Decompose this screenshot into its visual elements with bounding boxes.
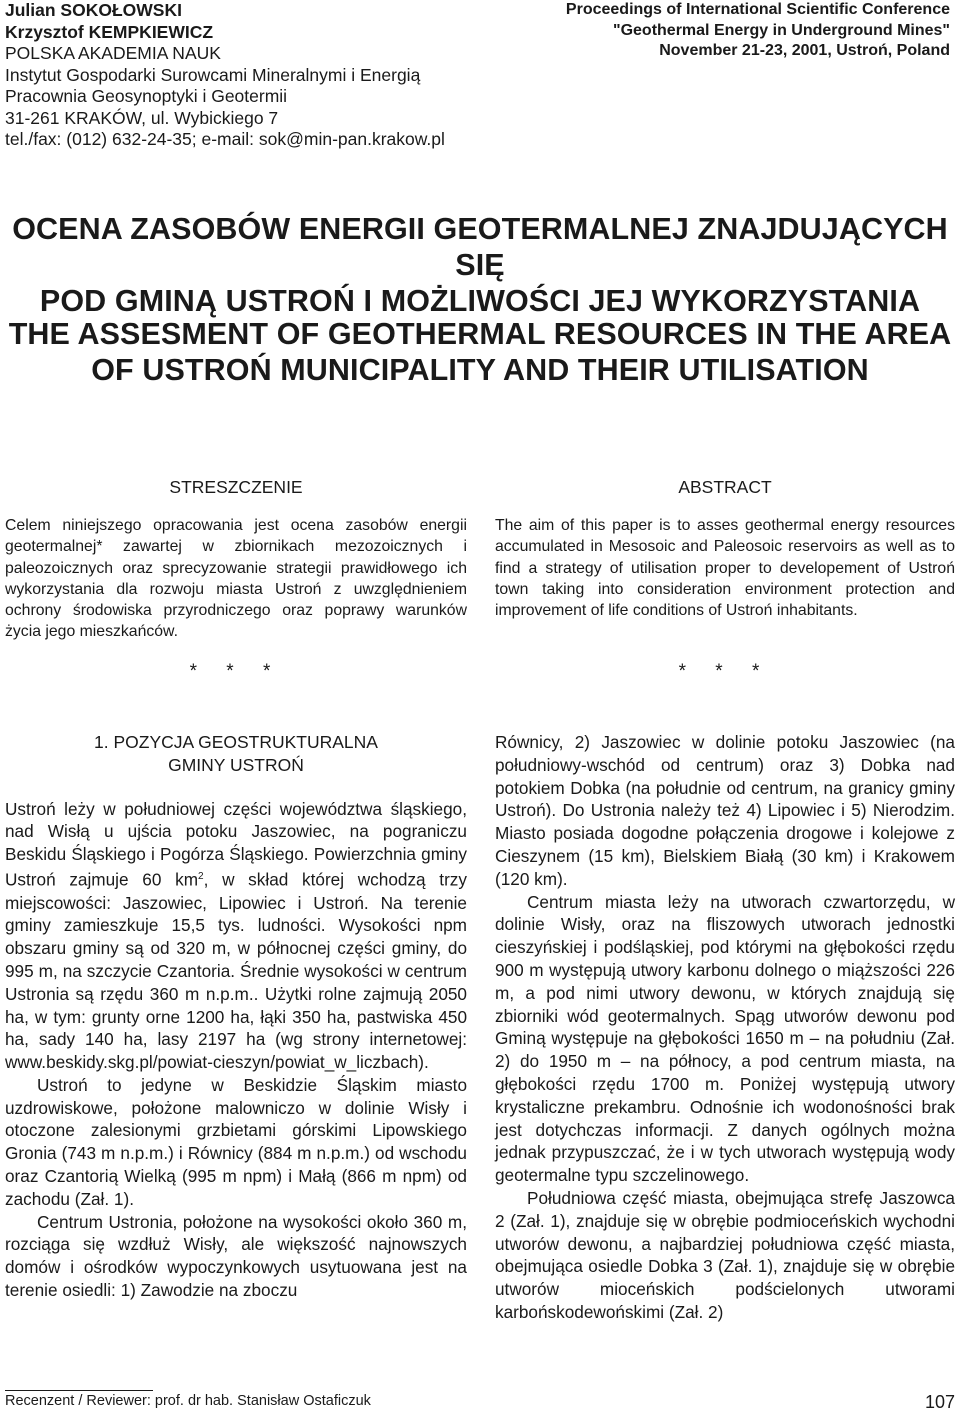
title-line: OF USTROŃ MUNICIPALITY AND THEIR UTILISATION <box>91 353 869 387</box>
conference-line: Proceedings of International Scientific Conference <box>565 1 950 18</box>
author-name: Julian SOKOŁOWSKI <box>5 0 182 20</box>
streszczenie-text: Celem niniejszego opracowania jest ocena zasobów energii geotermalnej* zawartej w zbiornikach mezozoicznych i paleozoicznych oraz sprecyzowanie strategii prawidłowego ich wykorzystania dla rozwoju miasta Ustroń z uwzględnieniem ochrony środowiska przyrodniczego oraz poprawy warunków życia jego mieszkańców. <box>5 517 467 641</box>
title-line: OCENA ZASOBÓW ENERGII GEOTERMALNEJ ZNAJDUJĄCYCH SIĘ <box>12 212 948 282</box>
reviewer-note: Recenzent / Reviewer: prof. dr hab. Stanisław Ostaficzuk <box>5 1393 371 1409</box>
separator-stars: * * * <box>189 661 283 682</box>
section-title: GMINY USTROŃ <box>168 754 304 775</box>
footnote-divider <box>5 1390 153 1391</box>
title-line: POD GMINĄ USTROŃ I MOŻLIWOŚCI JEJ WYKORZYSTANIA <box>39 284 921 318</box>
author-affiliation <box>5 0 475 151</box>
conference-line: "Geothermal Energy in Underground Mines" <box>613 21 950 39</box>
paragraph: Centrum Ustronia, położone na wysokości około 360 m, rozciąga się wzdłuż Wisły, ale większość najnowszych domów i ośrodków wypoczynkowych usytuowana jest na terenie osiedli: 1) Zawodzie na zboczu <box>5 1211 467 1301</box>
contact-line: tel./fax: (012) 632-24-35; e-mail: sok@min-pan.krakow.pl <box>5 129 445 149</box>
title-line: THE ASSESMENT OF GEOTHERMAL RESOURCES IN THE AREA <box>8 317 952 351</box>
affiliation-line: POLSKA AKADEMIA NAUK <box>5 43 221 63</box>
abstract-block <box>495 476 955 621</box>
streszczenie-heading: STRESZCZENIE <box>169 477 303 497</box>
affiliation-line: 31-261 KRAKÓW, ul. Wybickiego 7 <box>5 107 279 128</box>
author-name: Krzysztof KEMPKIEWICZ <box>5 21 214 42</box>
separator-stars: * * * <box>678 661 772 682</box>
abstract-text: The aim of this paper is to asses geothermal energy resources accumulated in Mesosoic and Paleosoic reservoirs as well as to find a strategy of utilisation proper to developement of Ustroń town taking into consideration environment protection and improvement of life conditions of Ustroń inhabitants. <box>495 517 955 620</box>
conference-line: November 21-23, 2001, Ustroń, Poland <box>659 42 950 59</box>
paragraph: Ustroń to jedyne w Beskidzie Śląskim miasto uzdrowiskowe, położone malowniczo w dolinie Wisły i otoczone zalesionymi grzbietami górskimi Lipowskiego Gronia (743 m n.p.m.) i Równicy (884 m n.p.m.) od wschodu oraz Czantorią Wielką (995 m npm) i Małą (866 m npm) od zachodu (Zał. 1). <box>5 1074 467 1209</box>
page-number: 107 <box>924 1392 955 1412</box>
paragraph: Południowa część miasta, obejmująca strefę Jaszowca 2 (Zał. 1), znajduje się w obrębie podmioceńskich wychodni utworów dewonu, a najbardziej południowa część miasta, obejmująca osiedle Dobka 3 (Zał. 1), znajduje się w obrębie utworów mioceńskich podścielonych utworami karbońskodewońskimi (Zał. 2) <box>495 1187 955 1322</box>
paragraph: Równicy, 2) Jaszowiec w dolinie potoku Jaszowiec (na południowy-wschód od centrum) oraz 3) Dobka nad potokiem Dobka (na południe od centrum, na granicy gminy Ustroń). Do Ustronia należy też 4) Lipowiec i 5) Nierodzim. Miasto posiada dogodne połączenia drogowe i kolejowe z Cieszynem (15 km), Bielskiem Białą (30 km) i Krakowem (120 km). <box>495 732 955 889</box>
paragraph: Ustroń leży w południowej części województwa śląskiego, nad Wisłą u ujścia potoku Jaszowiec, na pograniczu Beskidu Śląskiego i Pogórza Śląskiego. Powierzchnia gminy Ustroń zajmuje 60 $km^2$, w skład której wchodzą trzy miejscowości: Jaszowiec, Lipowiec i Ustroń. Na terenie gminy zamieszkuje 15,5 tys. ludności. Wysokości npm obszaru gminy są od 320 m, w północnej części gminy, do 995 m, na szczycie Czantoria. Średnie wysokości w centrum Ustronia są rzędu 360 m n.p.m.. Użytki rolne zajmują 2050 ha, w tym: grunty orne 1200 ha, łąki 350 ha, pastwiska 450 ha, sady 140 ha, lasy 2197 ha (wg strony internetowej: www.beskidy.skg.pl/powiat-cieszyn/powiat_w_liczbach). <box>5 798 467 1073</box>
affiliation-line: Instytut Gospodarki Surowcami Mineralnymi i Energią <box>5 64 421 85</box>
body-column-right <box>495 731 955 1324</box>
paragraph: Centrum miasta leży na utworach czwartorzędu, w dolinie Wisły, oraz na fliszowych utworach jednostki cieszyńskiej i podśląskiej, pod którymi na głębokości rzędu 900 m występują utwory karbonu dolnego o miąższości 226 m, a pod nimi utwory dewonu, w których znajdują się zbiorniki wód geotermalnych. Spąg utworów dewonu pod Gminą występuje na głębokości 1650 m – na południu (Zał. 2) do 1950 m – na północy, a pod centrum miasta, na głębokości rzędu 1700 m. Poniżej występują utwory krystaliczne prekambru. Odnośnie ich wodonośności brak jest dotychczas informacji. Z danych ogólnych można jednak przypuszczać, że i w tych utworach występują wody geotermalne typu szczelinowego. <box>495 891 955 1186</box>
section-title: 1. POZYCJA GEOSTRUKTURALNA <box>94 732 378 752</box>
paper-title-polish <box>0 211 960 319</box>
body-column-left <box>5 731 467 1302</box>
paper-title-english <box>0 316 960 388</box>
affiliation-line: Pracownia Geosynoptyki i Geotermii <box>5 86 288 106</box>
conference-info <box>430 0 950 62</box>
abstract-heading: ABSTRACT <box>678 477 772 497</box>
streszczenie-block <box>5 476 467 643</box>
